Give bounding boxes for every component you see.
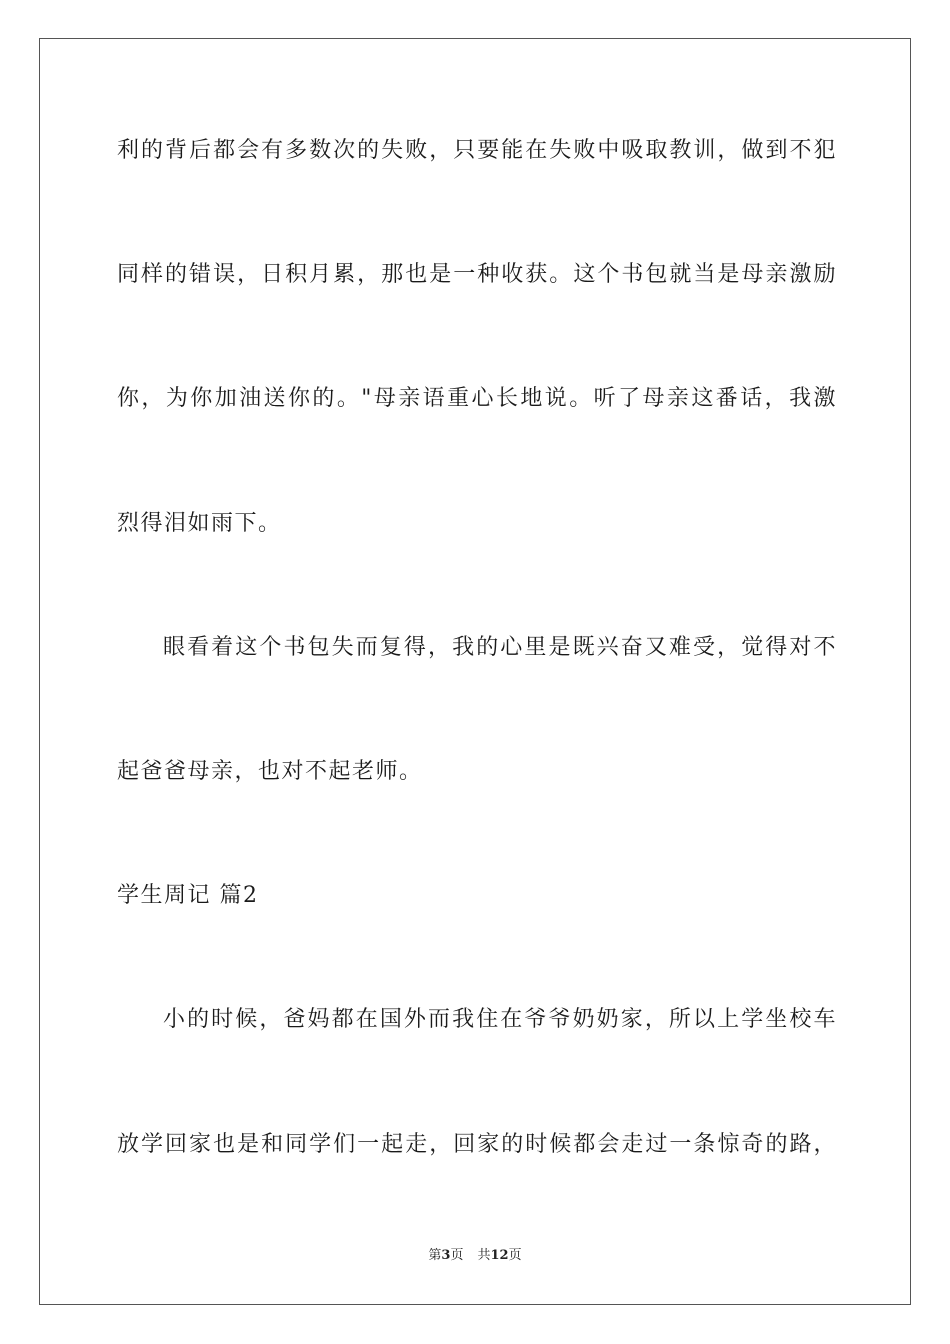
body-line-2: 同样的错误，日积月累，那也是一种收获。这个书包就当是母亲激励 bbox=[117, 262, 837, 287]
page-frame bbox=[39, 38, 911, 1305]
body-line-1: 利的背后都会有多数次的失败，只要能在失败中吸取教训，做到不犯 bbox=[117, 138, 837, 163]
body-line-6: 起爸爸母亲，也对不起老师。 bbox=[117, 759, 423, 784]
body-line-8: 放学回家也是和同学们一起走，回家的时候都会走过一条惊奇的路， bbox=[117, 1132, 837, 1157]
section-heading: 学生周记 篇2 bbox=[117, 883, 259, 908]
page-suffix: 页 bbox=[450, 1248, 464, 1263]
body-line-4: 烈得泪如雨下。 bbox=[117, 511, 282, 536]
total-suffix: 页 bbox=[508, 1248, 522, 1263]
total-prefix: 共 bbox=[477, 1248, 491, 1263]
page-total: 12 bbox=[490, 1248, 509, 1263]
body-line-7: 小的时候，爸妈都在国外而我住在爷爷奶奶家，所以上学坐校车 bbox=[163, 1007, 837, 1032]
page-prefix: 第 bbox=[428, 1248, 442, 1263]
page-footer bbox=[0, 1247, 950, 1265]
body-line-3: 你，为你加油送你的。"母亲语重心长地说。听了母亲这番话，我激 bbox=[117, 386, 837, 411]
body-line-5: 眼看着这个书包失而复得，我的心里是既兴奋又难受，觉得对不 bbox=[163, 635, 837, 660]
page-current: 3 bbox=[441, 1248, 451, 1263]
